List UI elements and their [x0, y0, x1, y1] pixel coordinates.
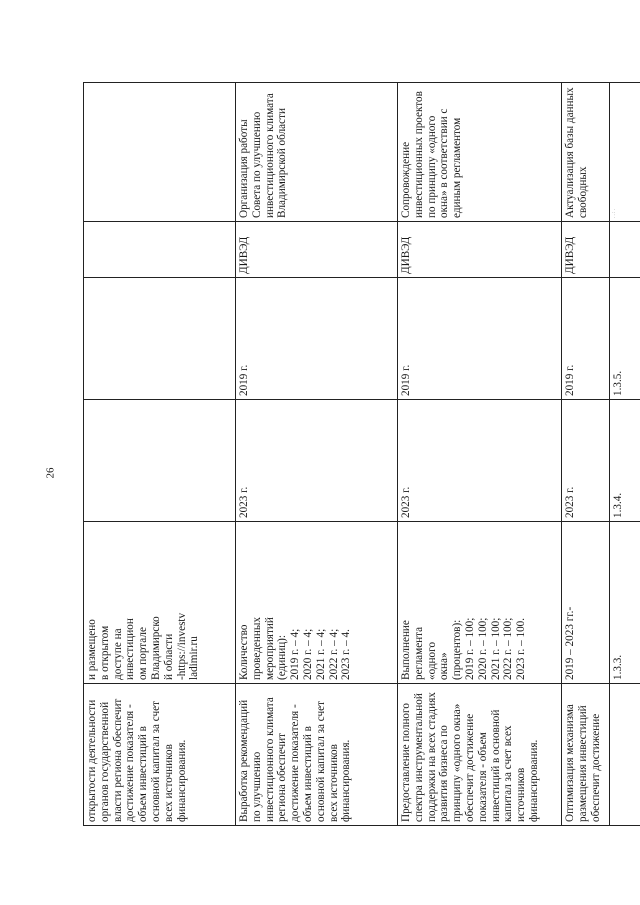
events-table — [83, 82, 640, 826]
cell-start-date: 2019 г. — [562, 278, 610, 400]
indicator-line: окна» — [438, 652, 451, 680]
indicator-line: 2020 г. – 4; — [301, 628, 314, 680]
scan-marks: . . : . — [610, 83, 640, 222]
cell-executor — [84, 222, 236, 278]
cell-event: Сопровождение инвестиционных проектов по принципу «одного окна» в соответствии с единым регламентом — [398, 83, 562, 222]
cell-end-date: 2023 г. — [236, 400, 398, 522]
indicator-line: инвестицион — [124, 618, 137, 680]
indicator-line: Количество — [238, 624, 250, 680]
indicator-line: 2023 г. – 4. — [340, 629, 353, 680]
table-row — [84, 83, 236, 826]
indicator-line: (единиц): — [276, 634, 289, 680]
cell-number: 1.3.3. — [610, 522, 640, 684]
cell-start-date: 2019 г. — [236, 278, 398, 400]
indicator-line: 2019 г. – 100; — [463, 617, 476, 680]
cell-result: открытости деятельности органов государственной власти региона обеспечит достижение показателя - объем инвестиций в основной капитал за счет всех источников финансирования. — [84, 684, 236, 826]
cell-executor: ДИВЭД — [236, 222, 398, 278]
indicator-line: 2022 г. – 4; — [327, 628, 340, 680]
cell-end-date: 2023 г. — [398, 400, 562, 522]
cell-end-date: 2023 г. — [562, 400, 610, 522]
table-row — [398, 83, 562, 826]
rotated-table-container — [83, 83, 624, 826]
cell-result: Предоставление полного спектра инструментальной поддержки на всех стадиях развития бизнеса по принципу «одного окна» обеспечит достижение показателя - объем инвестиций в основной капитал за счет всех источников финансирования. — [398, 684, 562, 826]
cell-empty — [610, 222, 640, 278]
indicator-line: Выполнение — [400, 620, 412, 680]
indicator-line: (процентов): — [451, 619, 464, 680]
indicator-line: 2022 г. – 100; — [502, 617, 515, 680]
indicator-line: «одного — [425, 641, 438, 680]
indicator-line: 2019 г. – 4; — [289, 628, 302, 680]
indicator-line: -https://investv — [175, 612, 188, 680]
indicator-line: 2021 г. – 4; — [314, 628, 327, 680]
cell-event: Организация работы Совета по улучшению инвестиционного климата Владимирской области — [236, 83, 398, 222]
cell-start-date — [84, 278, 236, 400]
indicator-line: Владимирско — [149, 616, 162, 680]
cell-indicator — [236, 522, 398, 684]
cell-number: 1.3.5. — [610, 278, 640, 400]
indicator-line: 2023 г. – 100. — [515, 617, 528, 680]
indicator-line: в открытом — [98, 625, 111, 680]
cell-indicator: 2019 – 2023 гг.- — [562, 522, 610, 684]
page-number: 26 — [44, 467, 57, 479]
table-row — [610, 83, 640, 826]
indicator-line: доступе на — [111, 628, 124, 680]
indicator-line: 2021 г. – 100; — [489, 617, 502, 680]
cell-executor: ДИВЭД — [562, 222, 610, 278]
indicator-line: ом портале — [137, 627, 150, 680]
cell-number — [610, 684, 640, 826]
cell-start-date: 2019 г. — [398, 278, 562, 400]
cell-indicator — [398, 522, 562, 684]
cell-end-date — [84, 400, 236, 522]
table-row — [562, 83, 610, 826]
cell-event — [84, 83, 236, 222]
indicator-line: регламента — [412, 626, 425, 680]
cell-indicator — [84, 522, 236, 684]
table-row — [236, 83, 398, 826]
cell-executor: ДИВЭД — [398, 222, 562, 278]
cell-number: 1.3.4. — [610, 400, 640, 522]
cell-result: Выработка рекомендаций по улучшению инвестиционного климата региона обеспечит достижение показателя - объем инвестиций в основной капитал за счет всех источников финансирования. — [236, 684, 398, 826]
indicator-line: 2020 г. – 100; — [476, 617, 489, 680]
indicator-line: проведенных — [250, 617, 263, 680]
indicator-line: й области — [162, 633, 175, 680]
indicator-line: ladimir.ru — [188, 636, 201, 680]
indicator-line: мероприятий — [263, 617, 276, 680]
cell-result: Оптимизация механизма размещения инвестиций обеспечит достижение — [562, 684, 610, 826]
cell-event: Актуализация базы данных свободных — [562, 83, 610, 222]
indicator-line: и размещено — [86, 619, 98, 680]
